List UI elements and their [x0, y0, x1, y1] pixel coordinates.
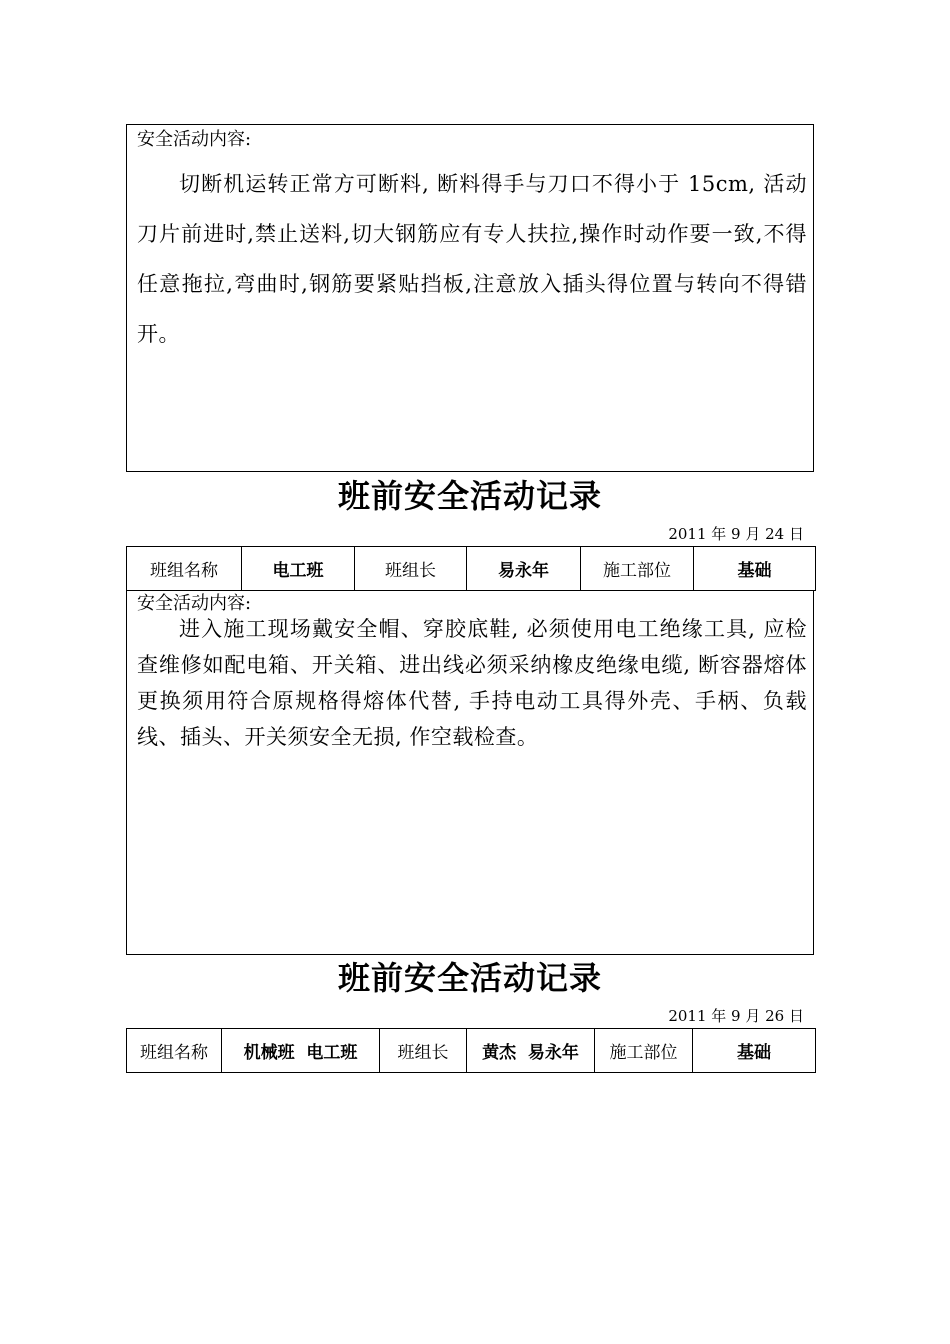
content-label-1: 安全活动内容: — [137, 129, 252, 150]
location-value: 基础 — [694, 547, 816, 591]
activity-content-box-2 — [126, 590, 814, 955]
content-text-2: 进入施工现场戴安全帽、穿胶底鞋, 必须使用电工绝缘工具, 应检查维修如配电箱、开关箱、进出线必须采纳橡皮绝缘电缆, 断容器熔体更换须用符合原规格得熔体代替, 手持电动工具得外壳、手柄、负载线、插头、开关须安全无损, 作空载检查。 — [137, 617, 807, 749]
record-title-2: 班前安全活动记录 — [337, 959, 602, 997]
location-label: 施工部位 — [581, 547, 694, 591]
team-name-label: 班组名称 — [127, 547, 242, 591]
activity-content-box-1 — [126, 124, 814, 472]
location-value: 基础 — [693, 1029, 816, 1073]
leader-label: 班组长 — [355, 547, 467, 591]
record-title-1: 班前安全活动记录 — [337, 477, 602, 515]
leader-label: 班组长 — [380, 1029, 467, 1073]
team-info-table-1 — [126, 546, 816, 591]
content-text-1: 切断机运转正常方可断料, 断料得手与刀口不得小于 15cm, 活动刀片前进时,禁止送料,切大钢筋应有专人扶拉,操作时动作要一致,不得任意拖拉,弯曲时,钢筋要紧贴挡板,注意放入插头得位置与转向不得错开。 — [137, 172, 807, 346]
record-date-2: 2011 年 9 月 26 日 — [668, 1007, 804, 1025]
location-label: 施工部位 — [595, 1029, 693, 1073]
team-name-label: 班组名称 — [127, 1029, 222, 1073]
record-date-1: 2011 年 9 月 24 日 — [668, 525, 804, 543]
team-name-value: 机械班 电工班 — [222, 1029, 380, 1073]
content-label-2: 安全活动内容: — [137, 593, 252, 614]
leader-value: 黄杰 易永年 — [467, 1029, 595, 1073]
leader-value: 易永年 — [467, 547, 581, 591]
team-name-value: 电工班 — [242, 547, 355, 591]
team-info-table-2 — [126, 1028, 816, 1073]
